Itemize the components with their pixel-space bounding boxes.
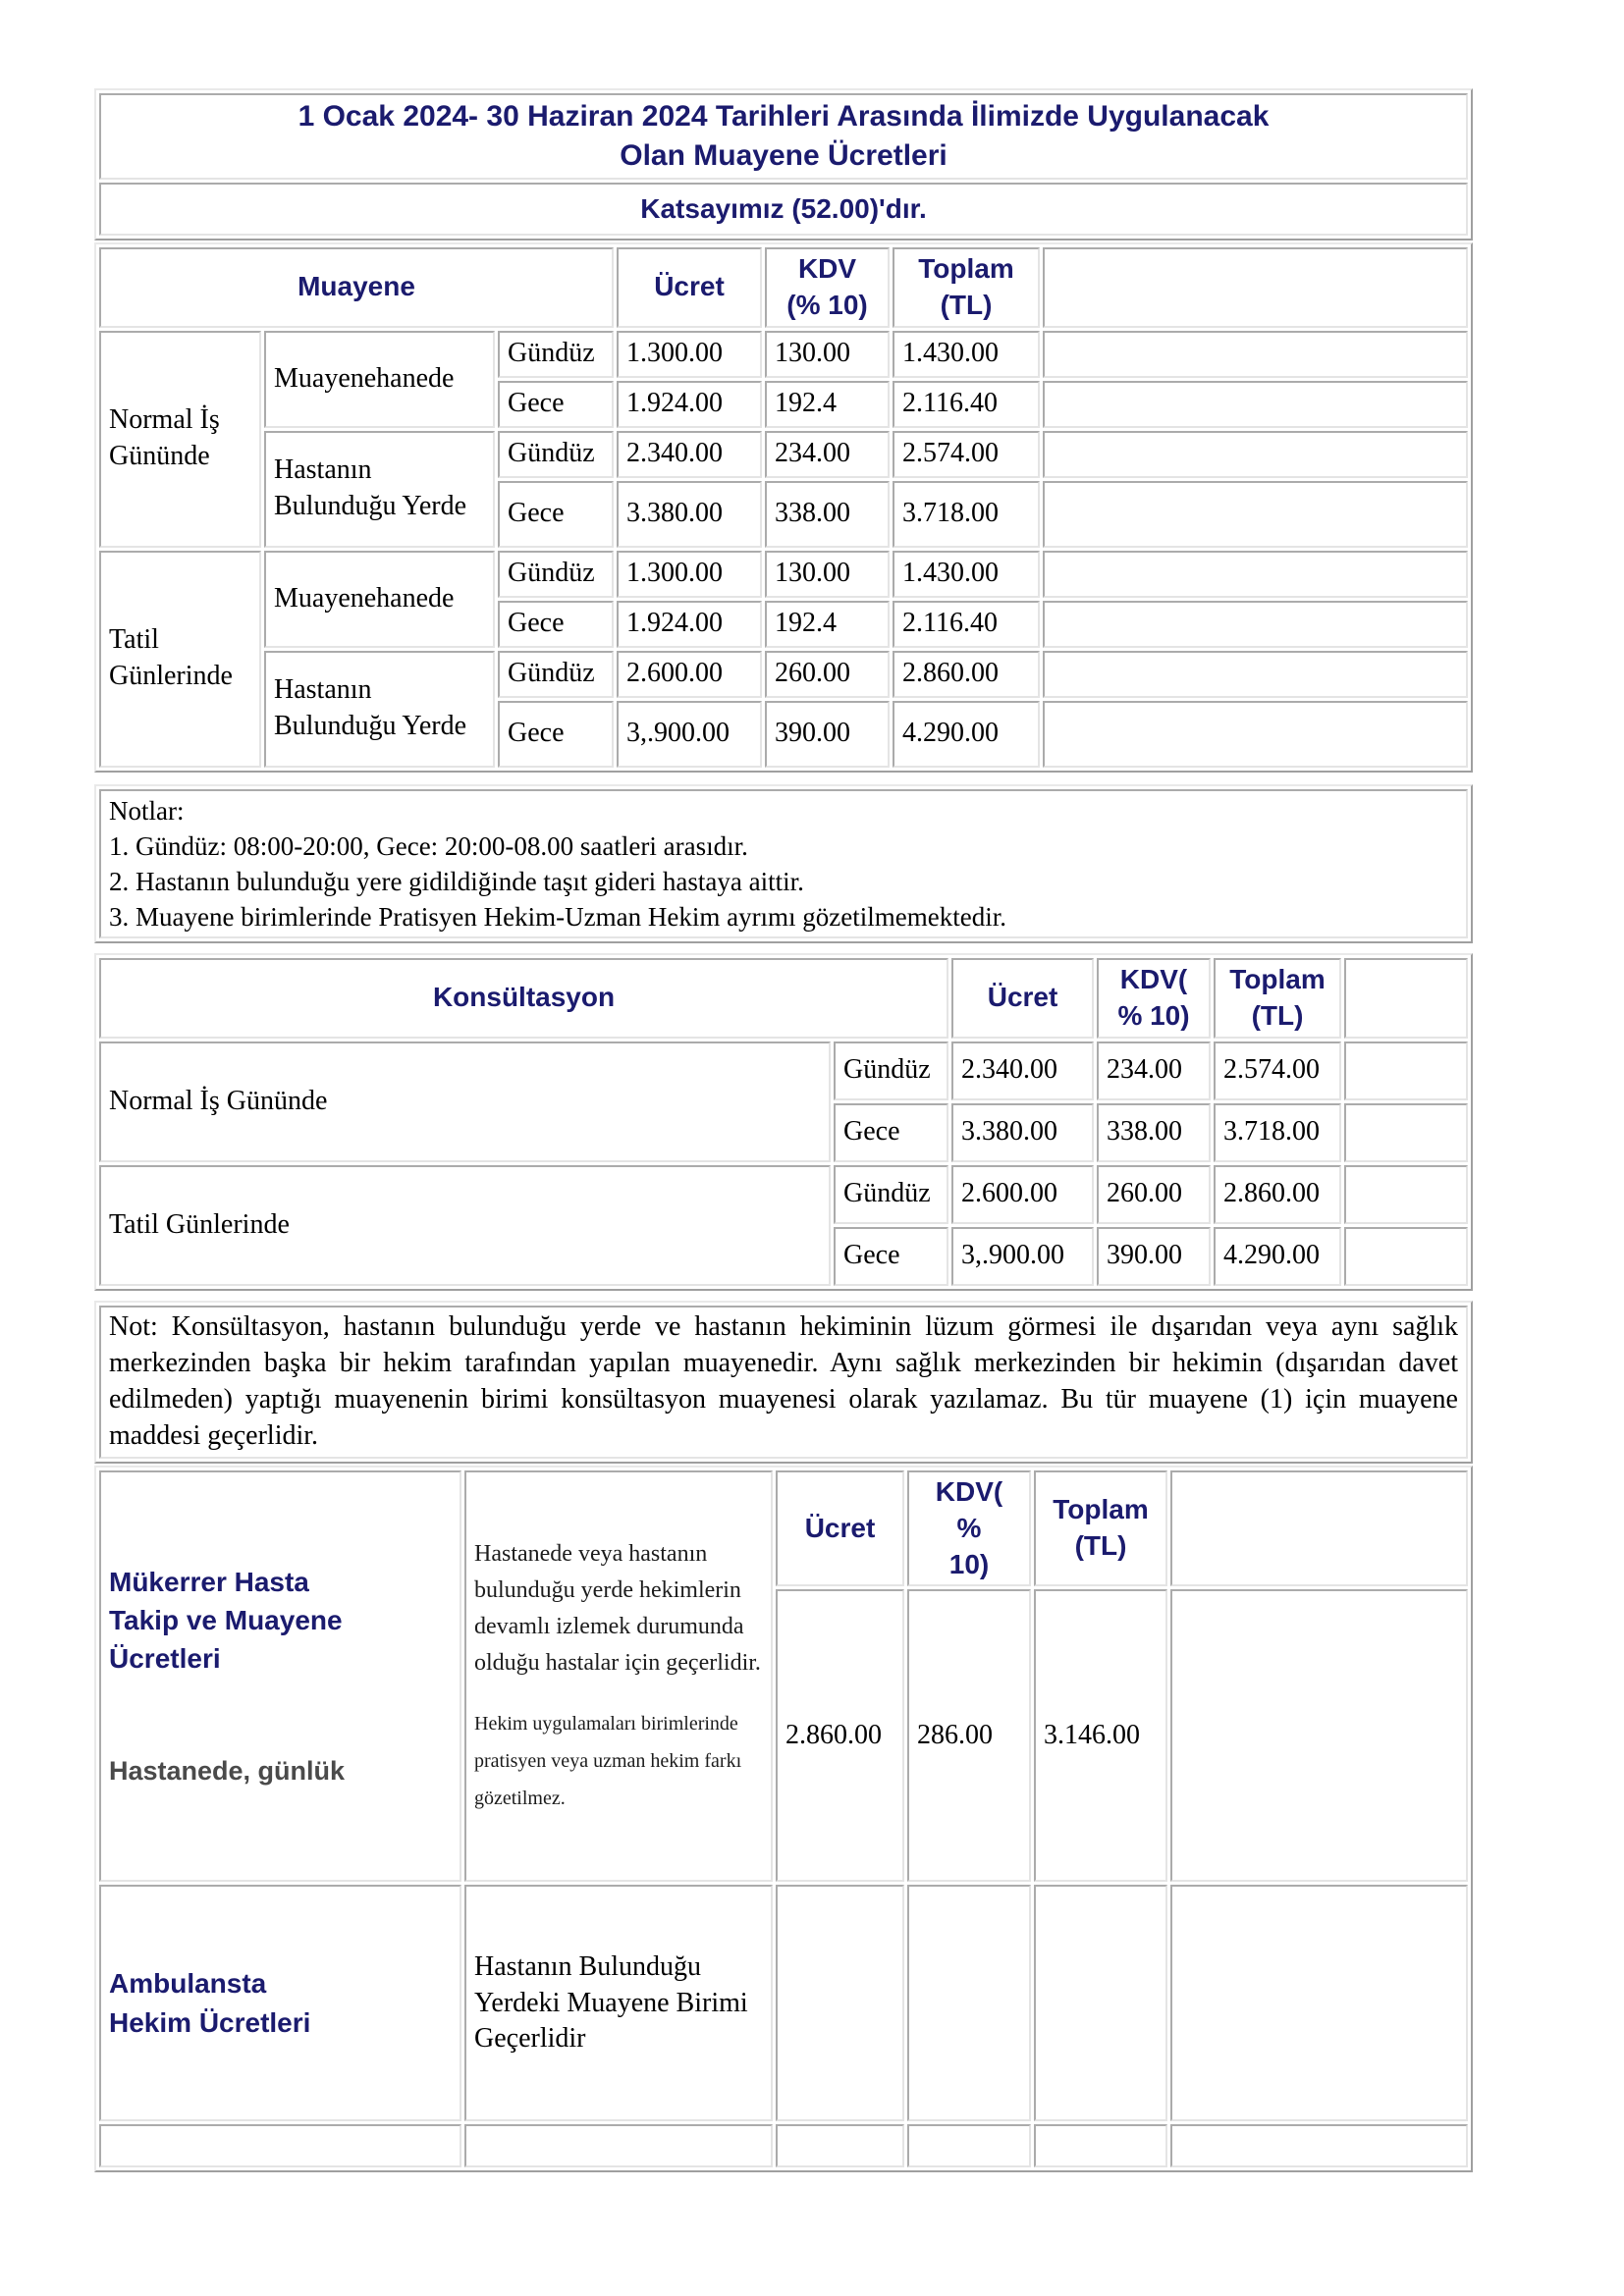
empty-cell bbox=[1170, 2124, 1468, 2167]
empty-cell bbox=[776, 2124, 904, 2167]
empty-cell bbox=[1344, 1103, 1468, 1162]
toplam-value: 3.718.00 bbox=[1214, 1103, 1341, 1162]
muayene-table-title: Muayene bbox=[99, 247, 614, 328]
empty-cell bbox=[1170, 1470, 1468, 1587]
mukerrer-header-ucret: Ücret bbox=[776, 1470, 904, 1587]
konsultasyon-table-title: Konsültasyon bbox=[99, 958, 948, 1039]
document-title bbox=[99, 93, 1468, 180]
empty-cell bbox=[1043, 247, 1468, 328]
muayene-header-toplam-text: Toplam (TL) bbox=[918, 253, 1014, 320]
notes-title: Notlar: bbox=[109, 795, 185, 826]
ucret-value: 2.600.00 bbox=[617, 651, 762, 698]
ucret-value: 2.860.00 bbox=[776, 1589, 904, 1882]
muayene-place-patient-location: Hastanın Bulunduğu Yerde bbox=[264, 431, 495, 548]
mukerrer-subtitle: Hastanede, günlük bbox=[109, 1756, 346, 1787]
empty-cell bbox=[1034, 2124, 1167, 2167]
empty-cell bbox=[1344, 1227, 1468, 1286]
coefficient-note: Katsayımız (52.00)'dır. bbox=[99, 183, 1468, 236]
empty-cell bbox=[1170, 1589, 1468, 1882]
time-label: Gündüz bbox=[498, 431, 614, 478]
mukerrer-description-1: Hastanede veya hastanın bulunduğu yerde hekimlerin devamlı izlemek durumunda olduğu hastalar için geçerlidir. bbox=[474, 1540, 761, 1676]
empty-cell bbox=[99, 2124, 461, 2167]
empty-cell bbox=[1034, 1885, 1167, 2121]
fee-schedule-document bbox=[94, 88, 1473, 2172]
toplam-value: 3.718.00 bbox=[893, 481, 1040, 548]
toplam-value: 2.116.40 bbox=[893, 381, 1040, 428]
konsultasyon-header-toplam-text: Toplam (TL) bbox=[1229, 963, 1326, 1031]
ucret-value: 3.380.00 bbox=[951, 1103, 1094, 1162]
ucret-value: 1.300.00 bbox=[617, 551, 762, 598]
ambulans-description: Hastanın Bulunduğu Yerdeki Muayene Birimi Geçerlidir bbox=[464, 1885, 773, 2121]
table-row bbox=[99, 1041, 1468, 1100]
toplam-value: 4.290.00 bbox=[1214, 1227, 1341, 1286]
kdv-value: 390.00 bbox=[1097, 1227, 1211, 1286]
kdv-value: 260.00 bbox=[765, 651, 890, 698]
toplam-value: 2.860.00 bbox=[1214, 1165, 1341, 1224]
toplam-value: 2.574.00 bbox=[1214, 1041, 1341, 1100]
kdv-value: 390.00 bbox=[765, 701, 890, 768]
time-label: Gündüz bbox=[498, 651, 614, 698]
ucret-value: 1.300.00 bbox=[617, 331, 762, 378]
ambulans-title: Ambulansta Hekim Ücretleri bbox=[109, 1967, 311, 2038]
empty-cell bbox=[1170, 1885, 1468, 2121]
empty-cell bbox=[1344, 1165, 1468, 1224]
empty-cell bbox=[1043, 381, 1468, 428]
muayene-header-ucret: Ücret bbox=[617, 247, 762, 328]
kdv-value: 338.00 bbox=[1097, 1103, 1211, 1162]
table-row bbox=[99, 2124, 1468, 2167]
muayene-header-kdv-text: KDV (% 10) bbox=[786, 253, 868, 320]
mukerrer-description-2: Hekim uygulamaları birimlerinde pratisyen veya uzman hekim farkı gözetilmez. bbox=[474, 1712, 742, 1809]
toplam-value: 2.574.00 bbox=[893, 431, 1040, 478]
konsultasyon-header-ucret: Ücret bbox=[951, 958, 1094, 1039]
empty-cell bbox=[907, 1885, 1031, 2121]
kdv-value: 234.00 bbox=[765, 431, 890, 478]
document-title-line1: 1 Ocak 2024- 30 Haziran 2024 Tarihleri Arasında İlimizde Uygulanacak bbox=[298, 100, 1270, 133]
ucret-value: 1.924.00 bbox=[617, 601, 762, 648]
title-table bbox=[94, 88, 1473, 240]
toplam-value: 3.146.00 bbox=[1034, 1589, 1167, 1882]
kdv-value: 286.00 bbox=[907, 1589, 1031, 1882]
konsultasyon-period-holiday: Tatil Günlerinde bbox=[99, 1165, 831, 1286]
time-label: Gece bbox=[498, 601, 614, 648]
time-label: Gece bbox=[498, 701, 614, 768]
muayene-period-holiday: Tatil Günlerinde bbox=[99, 551, 261, 768]
empty-cell bbox=[1043, 551, 1468, 598]
konsultasyon-header-kdv-text: KDV(% 10) bbox=[1117, 963, 1190, 1031]
konsultasyon-period-normal: Normal İş Gününde bbox=[99, 1041, 831, 1162]
toplam-value: 2.860.00 bbox=[893, 651, 1040, 698]
empty-cell bbox=[1043, 651, 1468, 698]
muayene-table bbox=[94, 242, 1473, 773]
note-line-3: 3. Muayene birimlerinde Pratisyen Hekim-Uzman Hekim ayrımı gözetilmemektedir. bbox=[109, 901, 1006, 932]
time-label: Gündüz bbox=[834, 1165, 948, 1224]
kdv-value: 130.00 bbox=[765, 551, 890, 598]
muayene-place-office: Muayenehanede bbox=[264, 551, 495, 648]
toplam-value: 1.430.00 bbox=[893, 331, 1040, 378]
ucret-value: 1.924.00 bbox=[617, 381, 762, 428]
muayene-place-patient-location: Hastanın Bulunduğu Yerde bbox=[264, 651, 495, 768]
empty-cell bbox=[1043, 481, 1468, 548]
konsultasyon-table bbox=[94, 953, 1473, 1291]
toplam-value: 2.116.40 bbox=[893, 601, 1040, 648]
mukerrer-header-toplam-text: Toplam (TL) bbox=[1053, 1494, 1149, 1562]
empty-cell bbox=[1043, 431, 1468, 478]
ucret-value: 3,.900.00 bbox=[951, 1227, 1094, 1286]
notes-cell bbox=[99, 789, 1468, 938]
empty-cell bbox=[776, 1885, 904, 2121]
table-row bbox=[99, 431, 1468, 478]
ucret-value: 2.340.00 bbox=[617, 431, 762, 478]
kdv-value: 192.4 bbox=[765, 381, 890, 428]
empty-cell bbox=[1043, 331, 1468, 378]
mukerrer-ambulans-table bbox=[94, 1466, 1473, 2173]
ambulans-label-cell bbox=[99, 1885, 461, 2121]
empty-cell bbox=[907, 2124, 1031, 2167]
table-row bbox=[99, 1885, 1468, 2121]
kdv-value: 192.4 bbox=[765, 601, 890, 648]
ucret-value: 3,.900.00 bbox=[617, 701, 762, 768]
ucret-value: 2.600.00 bbox=[951, 1165, 1094, 1224]
empty-cell bbox=[1344, 1041, 1468, 1100]
mukerrer-header-kdv bbox=[907, 1470, 1031, 1587]
mukerrer-header-toplam bbox=[1034, 1470, 1167, 1587]
mukerrer-title: Mükerrer Hasta Takip ve Muayene Ücretleri bbox=[109, 1567, 343, 1675]
muayene-period-normal: Normal İş Gününde bbox=[99, 331, 261, 548]
table-row bbox=[99, 331, 1468, 378]
time-label: Gece bbox=[834, 1103, 948, 1162]
time-label: Gündüz bbox=[834, 1041, 948, 1100]
konsultasyon-header-toplam bbox=[1214, 958, 1341, 1039]
ucret-value: 3.380.00 bbox=[617, 481, 762, 548]
time-label: Gece bbox=[834, 1227, 948, 1286]
mukerrer-description-cell bbox=[464, 1470, 773, 1883]
note-line-1: 1. Gündüz: 08:00-20:00, Gece: 20:00-08.00 saatleri arasıdır. bbox=[109, 830, 748, 861]
empty-cell bbox=[1043, 701, 1468, 768]
table-row bbox=[99, 651, 1468, 698]
table-row bbox=[99, 551, 1468, 598]
document-title-line2: Olan Muayene Ücretleri bbox=[620, 139, 947, 172]
konsultasyon-note: Not: Konsültasyon, hastanın bulunduğu yerde ve hastanın hekiminin lüzum görmesi ile dışarıdan veya aynı sağlık merkezinden başka bir hekim tarafından yapılan muayenedir. Aynı sağlık merkezinden bir hekimin (dışarıdan davet edilmeden) yaptığı muayenenin birimi konsültasyon muayenesi olarak yazılamaz. Bu tür muayene (1) için muayene maddesi geçerlidir. bbox=[99, 1306, 1468, 1459]
toplam-value: 1.430.00 bbox=[893, 551, 1040, 598]
konsultasyon-header-kdv bbox=[1097, 958, 1211, 1039]
empty-cell bbox=[1043, 601, 1468, 648]
time-label: Gündüz bbox=[498, 551, 614, 598]
kdv-value: 234.00 bbox=[1097, 1041, 1211, 1100]
kdv-value: 130.00 bbox=[765, 331, 890, 378]
note-line-2: 2. Hastanın bulunduğu yere gidildiğinde taşıt gideri hastaya aittir. bbox=[109, 866, 804, 896]
empty-cell bbox=[464, 2124, 773, 2167]
table-row bbox=[99, 1165, 1468, 1224]
time-label: Gece bbox=[498, 481, 614, 548]
time-label: Gündüz bbox=[498, 331, 614, 378]
empty-cell bbox=[1344, 958, 1468, 1039]
mukerrer-label-cell bbox=[99, 1470, 461, 1883]
kdv-value: 338.00 bbox=[765, 481, 890, 548]
toplam-value: 4.290.00 bbox=[893, 701, 1040, 768]
mukerrer-header-kdv-text: KDV(% 10) bbox=[935, 1475, 1003, 1579]
muayene-place-office: Muayenehanede bbox=[264, 331, 495, 428]
kdv-value: 260.00 bbox=[1097, 1165, 1211, 1224]
muayene-header-kdv bbox=[765, 247, 890, 328]
muayene-header-toplam bbox=[893, 247, 1040, 328]
time-label: Gece bbox=[498, 381, 614, 428]
konsultasyon-note-table bbox=[94, 1301, 1473, 1464]
notes-table bbox=[94, 784, 1473, 943]
ucret-value: 2.340.00 bbox=[951, 1041, 1094, 1100]
